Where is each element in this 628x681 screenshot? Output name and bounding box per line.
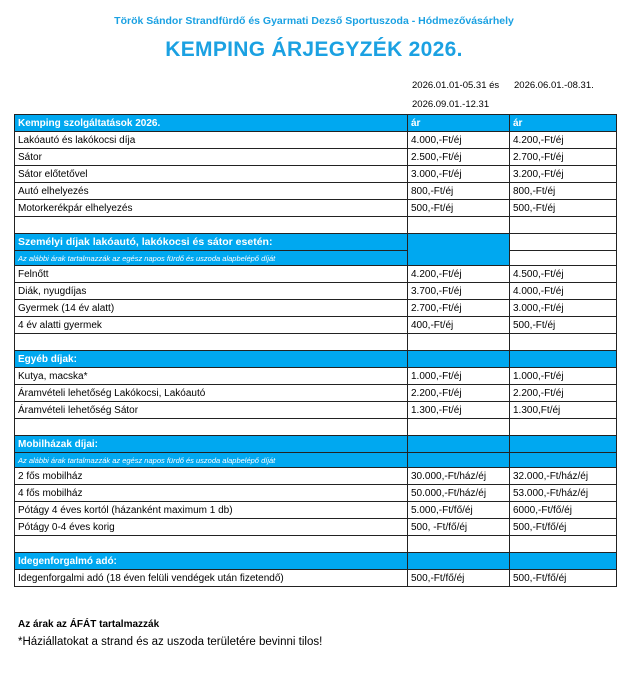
page-title: KEMPING ÁRJEGYZÉK 2026. [165, 38, 463, 61]
table-row [15, 385, 617, 402]
price-a: 4.000,-Ft/éj [408, 132, 510, 149]
spacer-row [15, 217, 617, 234]
price-a: 500,-Ft/fő/éj [408, 570, 510, 587]
price-b: 6000,-Ft/fő/éj [510, 502, 617, 519]
price-b: 53.000,-Ft/ház/éj [510, 485, 617, 502]
table-row [15, 200, 617, 217]
period-b-label: 2026.06.01.-08.31. [514, 80, 594, 91]
table-row [15, 300, 617, 317]
row-name: Diák, nyugdíjas [15, 283, 408, 300]
price-a: 3.700,-Ft/éj [408, 283, 510, 300]
price-b: 800,-Ft/éj [510, 183, 617, 200]
table-row [15, 485, 617, 502]
price-b: 2.700,-Ft/éj [510, 149, 617, 166]
row-name: Motorkerékpár elhelyezés [15, 200, 408, 217]
section-header-tourism [15, 553, 617, 570]
period-a-label-cont: 2026.09.01.-12.31 [412, 99, 490, 110]
section-note-row [15, 251, 617, 266]
section-header-other [15, 351, 617, 368]
price-b: 1.300,Ft/éj [510, 402, 617, 419]
price-a: 400,-Ft/éj [408, 317, 510, 334]
header-fill [408, 436, 510, 453]
section-note: Az alábbi árak tartalmazzák az egész napos fürdő és uszoda alapbelépő díját [15, 453, 408, 468]
section-title: Egyéb díjak: [15, 351, 408, 368]
column-header-a: ár [408, 115, 510, 132]
table-row [15, 283, 617, 300]
header-fill [408, 453, 510, 468]
section-header-personal [15, 234, 617, 251]
price-b: 500,-Ft/fő/éj [510, 519, 617, 536]
spacer-row [15, 536, 617, 553]
price-b: 3.200,-Ft/éj [510, 166, 617, 183]
row-name: 4 fős mobilház [15, 485, 408, 502]
price-b: 2.200,-Ft/éj [510, 385, 617, 402]
price-a: 4.200,-Ft/éj [408, 266, 510, 283]
price-a: 2.200,-Ft/éj [408, 385, 510, 402]
table-row [15, 183, 617, 200]
section-title: Kemping szolgáltatások 2026. [15, 115, 408, 132]
price-a: 3.000,-Ft/éj [408, 166, 510, 183]
table-row [15, 519, 617, 536]
price-a: 500, -Ft/fő/éj [408, 519, 510, 536]
header-blank [510, 234, 617, 251]
table-row [15, 468, 617, 485]
header-fill [510, 351, 617, 368]
table-row [15, 317, 617, 334]
table-row [15, 132, 617, 149]
price-a: 1.000,-Ft/éj [408, 368, 510, 385]
price-a: 500,-Ft/éj [408, 200, 510, 217]
price-a: 5.000,-Ft/fő/éj [408, 502, 510, 519]
price-b: 4.500,-Ft/éj [510, 266, 617, 283]
row-name: 2 fős mobilház [15, 468, 408, 485]
section-note: Az alábbi árak tartalmazzák az egész napos fürdő és uszoda alapbelépő díját [15, 251, 408, 266]
price-b: 500,-Ft/éj [510, 317, 617, 334]
price-b: 32.000,-Ft/ház/éj [510, 468, 617, 485]
period-a-label: 2026.01.01-05.31 és [412, 80, 500, 91]
table-row [15, 570, 617, 587]
price-a: 800,-Ft/éj [408, 183, 510, 200]
price-table [14, 114, 617, 587]
table-row [15, 266, 617, 283]
price-b: 4.000,-Ft/éj [510, 283, 617, 300]
price-a: 2.700,-Ft/éj [408, 300, 510, 317]
table-row [15, 166, 617, 183]
section-header-mobile [15, 436, 617, 453]
table-row [15, 402, 617, 419]
row-name: Sátor [15, 149, 408, 166]
header-fill [408, 351, 510, 368]
row-name: Kutya, macska* [15, 368, 408, 385]
header-fill [510, 553, 617, 570]
section-title: Idegenforgalmó adó: [15, 553, 408, 570]
header-fill [408, 234, 510, 266]
section-note-row [15, 453, 617, 468]
price-b: 1.000,-Ft/éj [510, 368, 617, 385]
row-name: Sátor előtetővel [15, 166, 408, 183]
price-b: 3.000,-Ft/éj [510, 300, 617, 317]
header-fill [510, 436, 617, 453]
row-name: 4 év alatti gyermek [15, 317, 408, 334]
section-header-services [15, 115, 617, 132]
table-row [15, 368, 617, 385]
section-title: Személyi díjak lakóautó, lakókocsi és sátor esetén: [15, 234, 408, 251]
table-row [15, 149, 617, 166]
table-row [15, 502, 617, 519]
row-name: Pótágy 4 éves kortól (házanként maximum 1 db) [15, 502, 408, 519]
header-fill [510, 453, 617, 468]
price-b: 4.200,-Ft/éj [510, 132, 617, 149]
row-name: Lakóautó és lakókocsi díja [15, 132, 408, 149]
price-a: 2.500,-Ft/éj [408, 149, 510, 166]
row-name: Autó elhelyezés [15, 183, 408, 200]
row-name: Pótágy 0-4 éves korig [15, 519, 408, 536]
section-title: Mobilházak díjai: [15, 436, 408, 453]
row-name: Áramvételi lehetőség Sátor [15, 402, 408, 419]
price-a: 30.000,-Ft/ház/éj [408, 468, 510, 485]
vat-note: Az árak az ÁFÁT tartalmazzák [18, 619, 160, 630]
price-b: 500,-Ft/fő/éj [510, 570, 617, 587]
row-name: Áramvételi lehetőség Lakókocsi, Lakóautó [15, 385, 408, 402]
row-name: Gyermek (14 év alatt) [15, 300, 408, 317]
spacer-row [15, 334, 617, 351]
header-blank [510, 251, 617, 266]
spacer-row [15, 419, 617, 436]
price-a: 50.000,-Ft/ház/éj [408, 485, 510, 502]
row-name: Felnőtt [15, 266, 408, 283]
column-header-b: ár [510, 115, 617, 132]
row-name: Idegenforgalmi adó (18 éven felüli vendégek után fizetendő) [15, 570, 408, 587]
pet-note: *Háziállatokat a strand és az uszoda területére bevinni tilos! [18, 636, 323, 648]
price-a: 1.300,-Ft/éj [408, 402, 510, 419]
header-fill [408, 553, 510, 570]
price-b: 500,-Ft/éj [510, 200, 617, 217]
organization-name: Török Sándor Strandfürdő és Gyarmati Dezső Sportuszoda - Hódmezővásárhely [114, 15, 514, 27]
